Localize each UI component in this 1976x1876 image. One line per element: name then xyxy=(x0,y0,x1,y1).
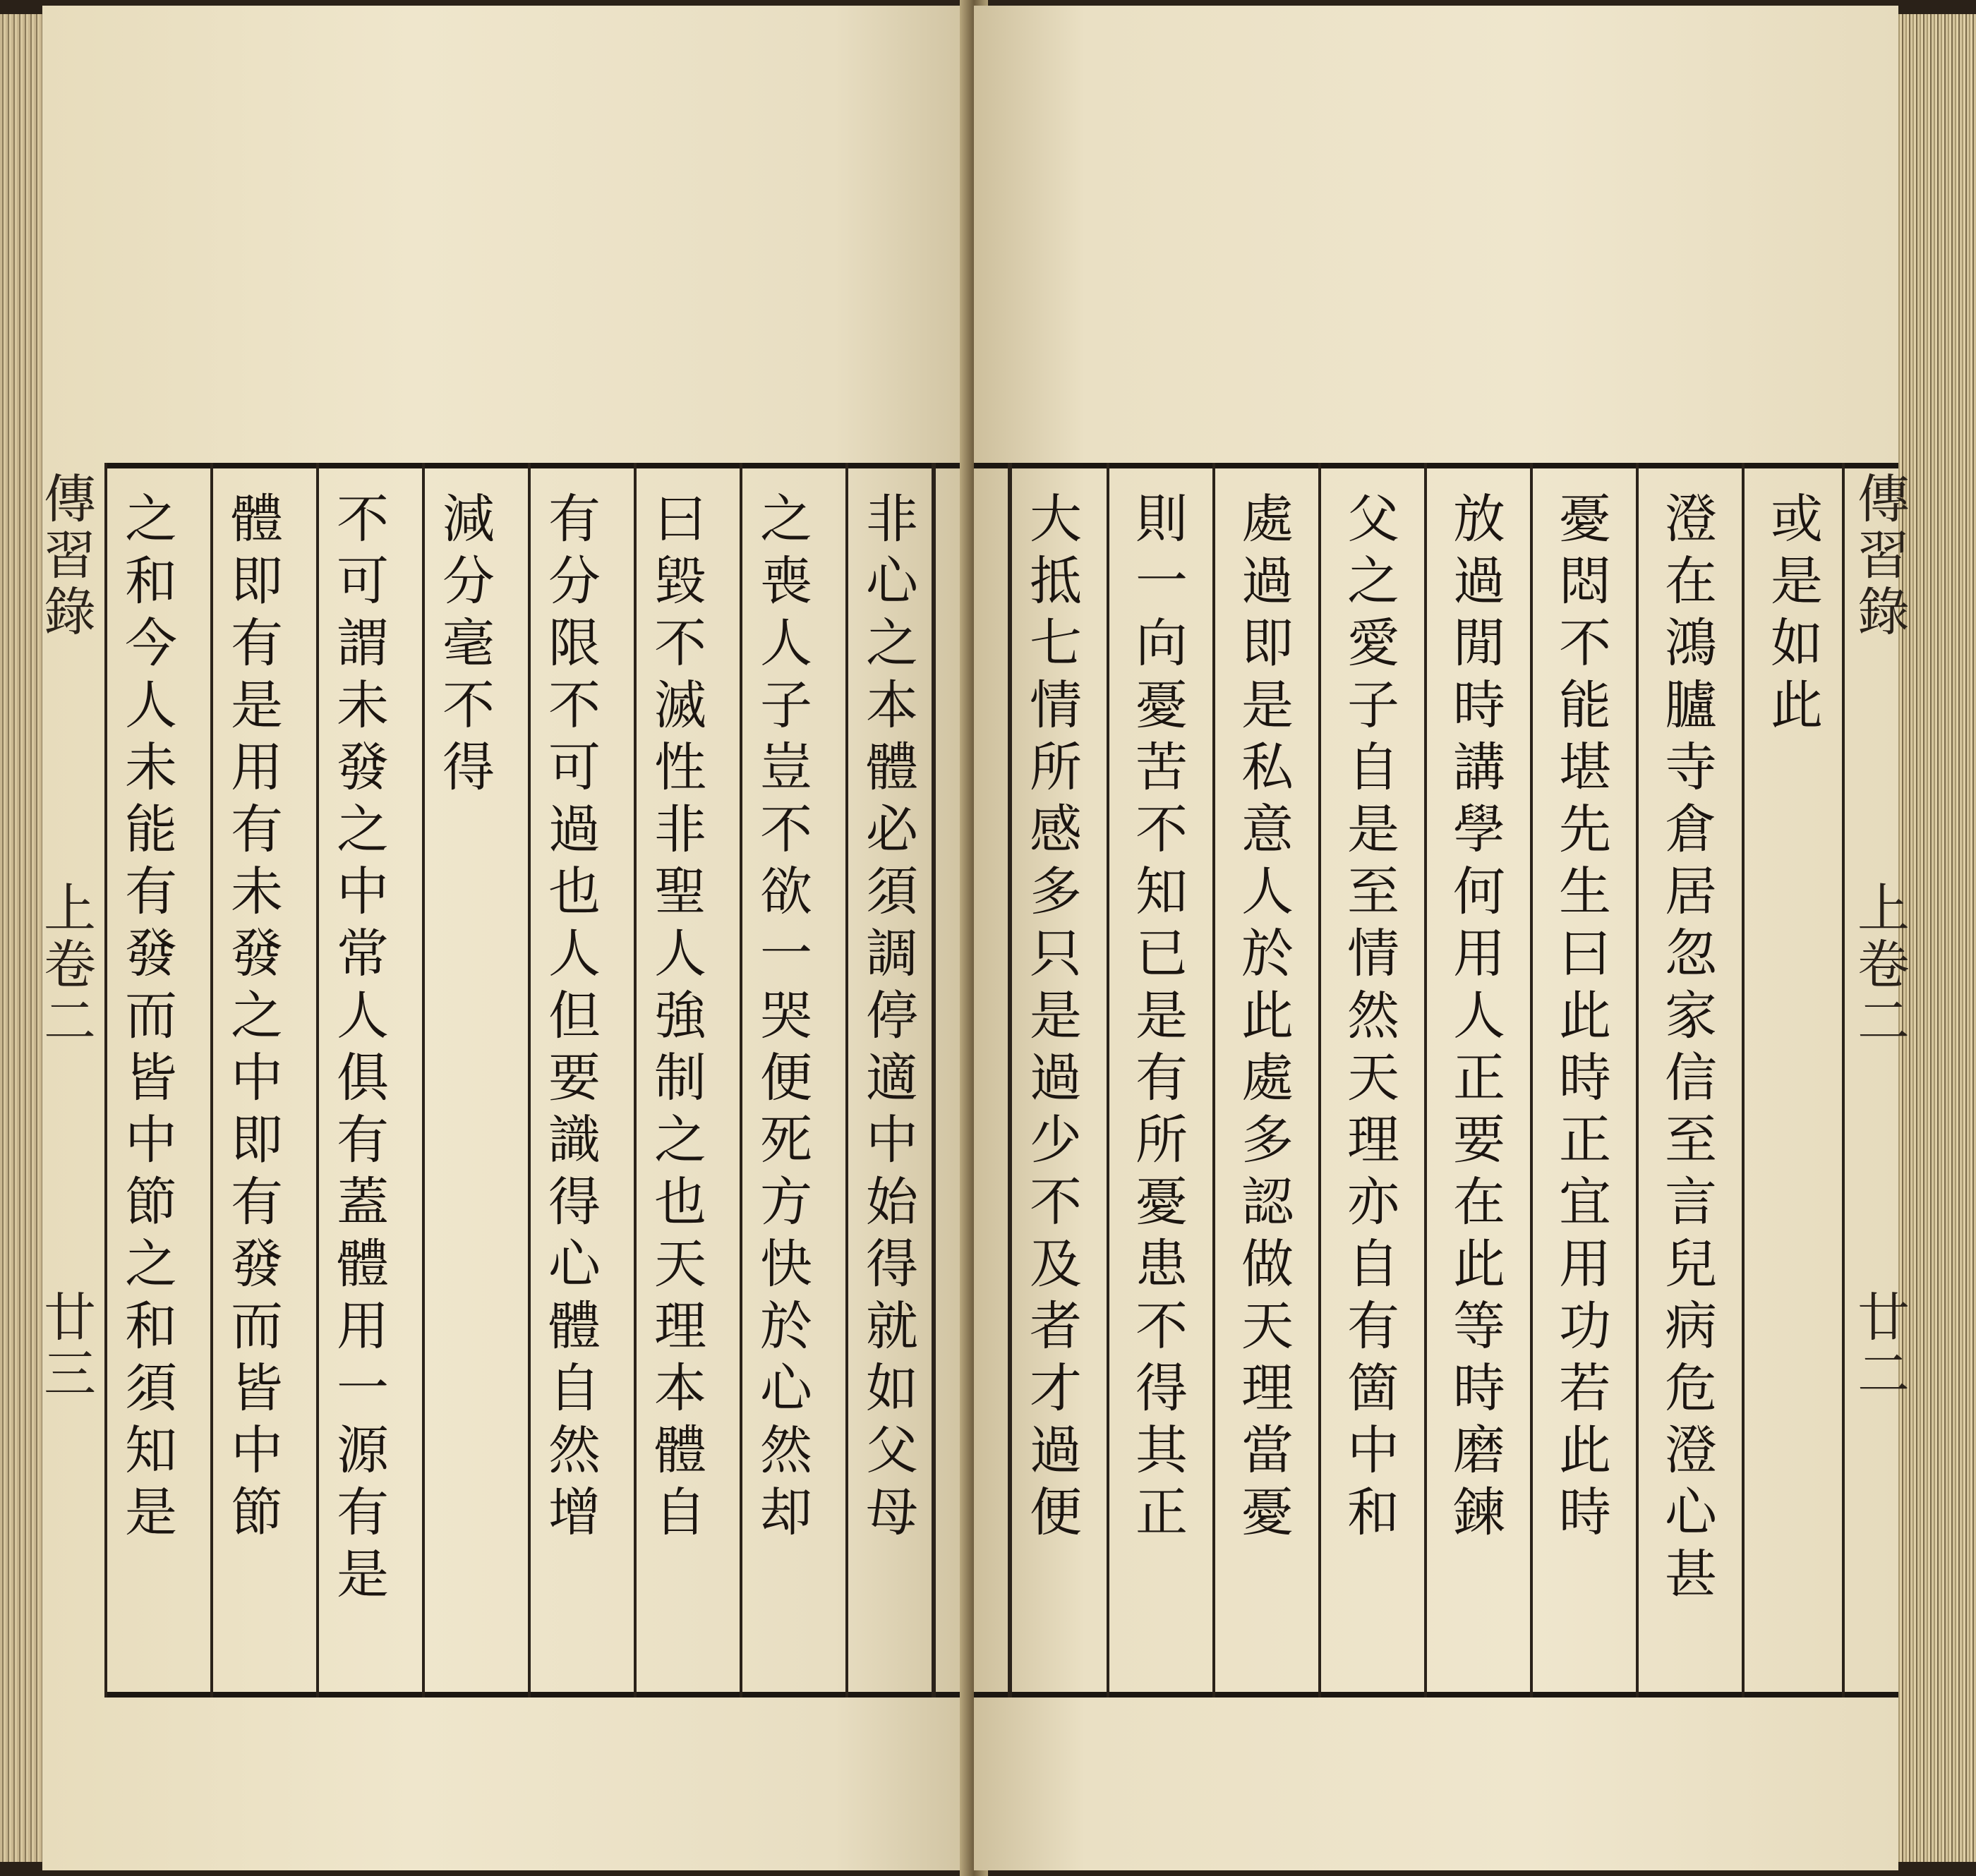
left-margin-title: 傳習錄 xyxy=(35,471,96,641)
left-text-column-1: 非心之本體必須調停適中始得就如父母 xyxy=(857,491,918,1547)
right-text-column-5: 父之愛子自是至情然天理亦自有箇中和 xyxy=(1339,491,1399,1547)
left-page xyxy=(35,6,974,1870)
right-text-column-3: 憂悶不能堪先生曰此時正宜用功若此時 xyxy=(1550,491,1611,1547)
left-frame-top-rule xyxy=(106,463,1016,468)
left-text-column-3: 曰毀不滅性非聖人強制之也天理本體自 xyxy=(646,491,706,1547)
right-frame-top-rule xyxy=(974,463,1898,468)
right-margin-folio: 廿二 xyxy=(1849,1290,1910,1403)
right-text-column-4: 放過閒時講學何用人正要在此等時磨鍊 xyxy=(1445,491,1505,1547)
right-text-column-2: 澄在鴻臚寺倉居忽家信至言兒病危澄心甚 xyxy=(1656,491,1717,1609)
right-column-rule xyxy=(1842,463,1845,1698)
left-text-column-6: 不可謂未發之中常人俱有蓋體用一源有是 xyxy=(328,491,389,1609)
right-margin-title: 傳習錄 xyxy=(1849,471,1910,641)
left-text-column-5: 減分毫不得 xyxy=(434,491,495,801)
right-text-column-1: 或是如此 xyxy=(1762,491,1823,739)
left-text-column-8: 之和今人未能有發而皆中節之和須知是 xyxy=(116,491,177,1547)
left-margin-volume: 上卷二 xyxy=(35,880,96,1050)
left-text-column-4: 有分限不可過也人但要識得心體自然增 xyxy=(540,491,601,1547)
left-text-column-2: 之喪人子豈不欲一哭便死方快於心然却 xyxy=(752,491,812,1547)
right-frame-bottom-rule xyxy=(974,1692,1898,1698)
left-text-column-7: 體即有是用有未發之中即有發而皆中節 xyxy=(222,491,283,1547)
right-page xyxy=(974,6,1910,1870)
right-text-column-6: 處過即是私意人於此處多認做天理當憂 xyxy=(1233,491,1294,1547)
left-frame-bottom-rule xyxy=(106,1692,1016,1698)
right-text-column-8: 大抵七情所感多只是過少不及者才過便 xyxy=(1021,491,1082,1547)
right-margin-volume: 上卷二 xyxy=(1849,880,1910,1050)
left-margin-folio: 廿三 xyxy=(35,1290,96,1403)
right-text-column-7: 則一向憂苦不知已是有所憂患不得其正 xyxy=(1127,491,1188,1547)
